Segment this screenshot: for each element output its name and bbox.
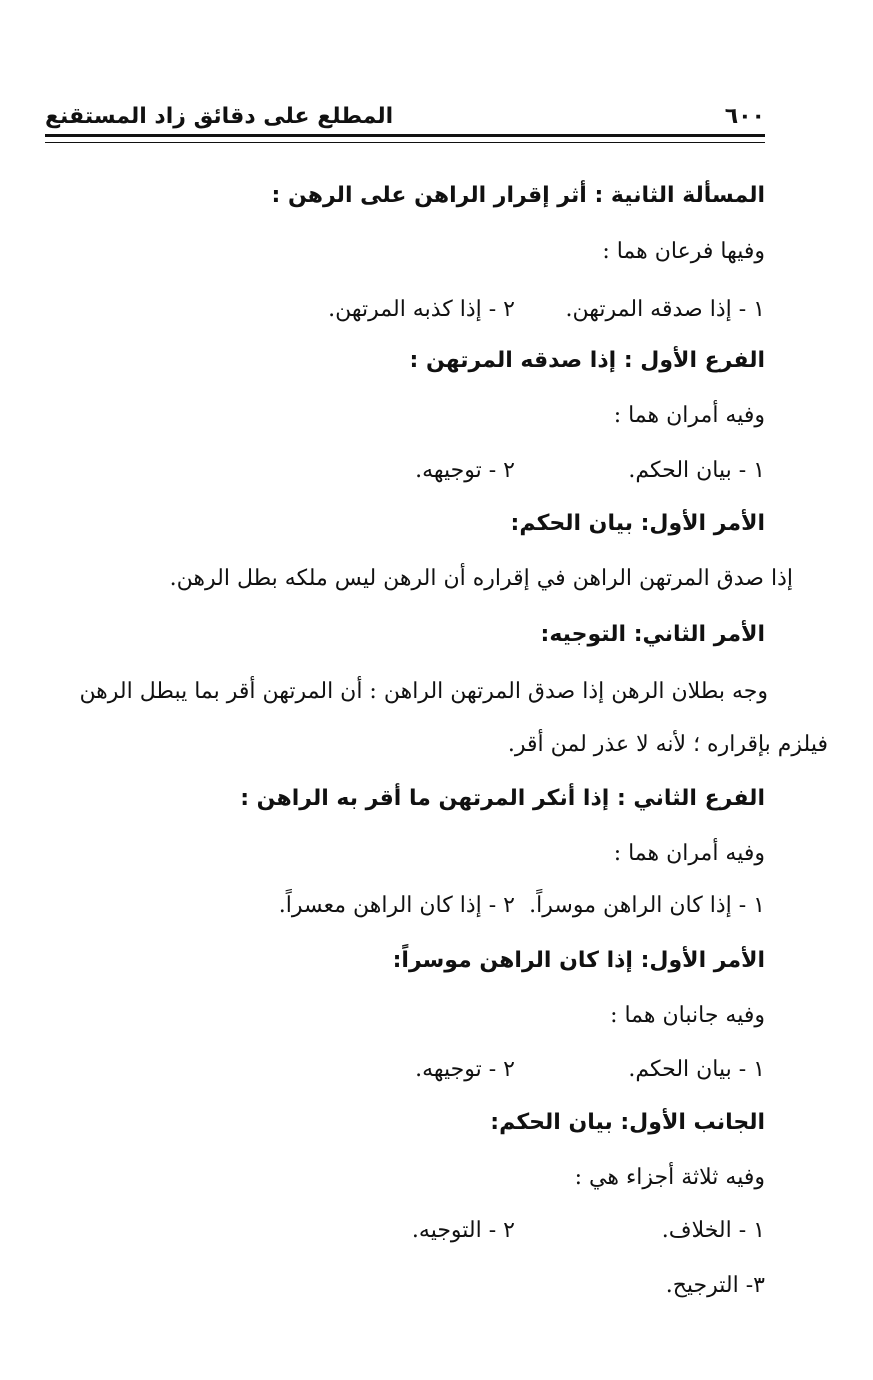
list-item: ١ - إذا كان الراهن موسراً.: [529, 893, 765, 918]
list-item: ٢ - توجيهه.: [415, 458, 515, 483]
list-item: ١ - بيان الحكم.: [628, 458, 765, 483]
list-item: ١ - إذا صدقه المرتهن.: [565, 297, 765, 322]
header-rule-thick: [45, 134, 765, 137]
list-item: ١ - الخلاف.: [661, 1218, 765, 1243]
list-item: ١ - بيان الحكم.: [628, 1057, 765, 1082]
text-line: وفيه ثلاثة أجزاء هي :: [574, 1165, 765, 1190]
paragraph-line: وجه بطلان الرهن إذا صدق المرتهن الراهن : أن المرتهن أقر بما يبطل الرهن: [79, 679, 768, 704]
paragraph-line: فيلزم بإقراره ؛ لأنه لا عذر لمن أقر.: [507, 732, 828, 757]
text-line: وفيه جانبان هما :: [610, 1003, 765, 1028]
page-header: [45, 95, 765, 129]
heading-matter-2: الأمر الثاني: التوجيه:: [540, 622, 765, 647]
header-rule-thin: [45, 142, 765, 143]
heading-side-1: الجانب الأول: بيان الحكم:: [490, 1110, 765, 1135]
book-title: المطلع على دقائق زاد المستقنع: [45, 104, 394, 129]
heading-matter-1: الأمر الأول: بيان الحكم:: [510, 511, 765, 536]
page-number: ٦٠٠: [724, 104, 765, 129]
text-line: وفيه أمران هما :: [613, 841, 765, 866]
heading-issue-2: المسألة الثانية : أثر إقرار الراهن على الرهن :: [271, 183, 765, 208]
text-line: وفيه أمران هما :: [613, 403, 765, 428]
paragraph-line: إذا صدق المرتهن الراهن في إقراره أن الرهن ليس ملكه بطل الرهن.: [169, 566, 793, 591]
list-row: [45, 294, 765, 326]
list-item: ٢ - إذا كان الراهن معسراً.: [278, 893, 515, 918]
list-item: ٢ - التوجيه.: [411, 1218, 515, 1243]
list-item: ٢ - توجيهه.: [415, 1057, 515, 1082]
list-row: [45, 455, 765, 487]
list-row: [45, 890, 765, 922]
text-line: وفيها فرعان هما :: [602, 239, 765, 264]
list-row: [45, 1054, 765, 1086]
heading-matter-1-b: الأمر الأول: إذا كان الراهن موسراً:: [392, 948, 765, 973]
heading-branch-1: الفرع الأول : إذا صدقه المرتهن :: [409, 348, 765, 373]
list-item: ٣- الترجيح.: [665, 1273, 765, 1298]
heading-branch-2: الفرع الثاني : إذا أنكر المرتهن ما أقر به الراهن :: [240, 786, 765, 811]
list-item: ٢ - إذا كذبه المرتهن.: [328, 297, 515, 322]
list-row: [45, 1215, 765, 1247]
